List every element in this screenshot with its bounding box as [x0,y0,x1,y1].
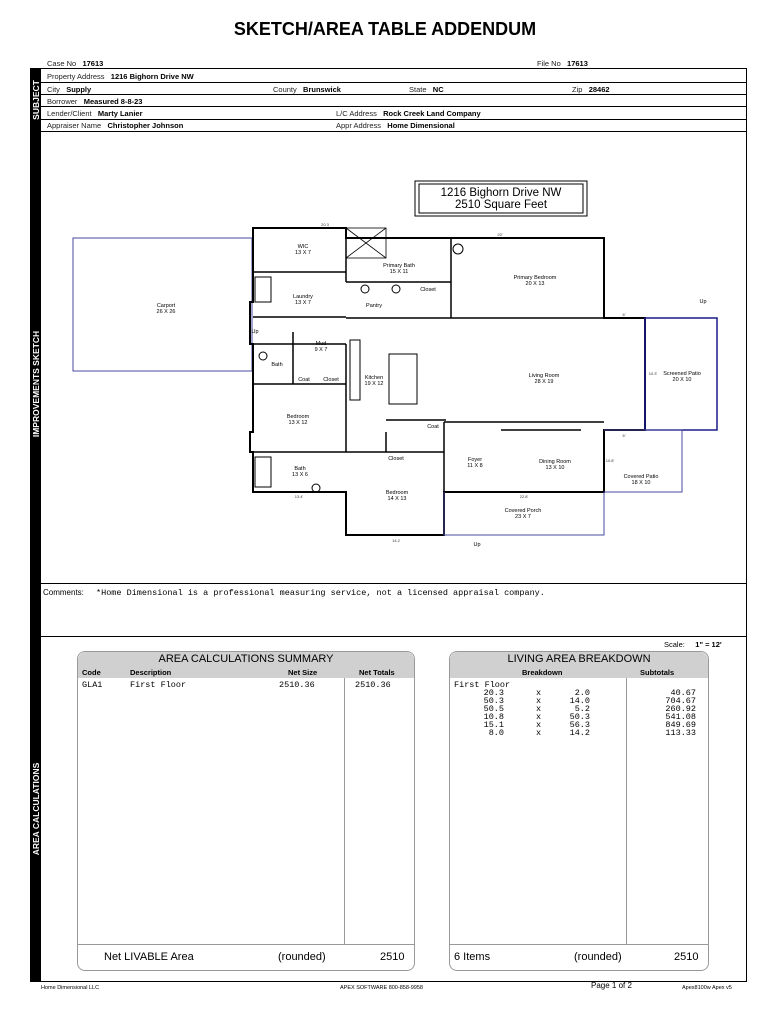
comments-row: Comments: *Home Dimensional is a professional measuring service, not a licensed appraisal company. [43,588,545,598]
area-summary-title: AREA CALCULATIONS SUMMARY [78,652,414,666]
dim-8: 10.3' [648,371,658,376]
section-label-improvements-sketch: IMPROVEMENTS SKETCH [30,132,41,636]
col-net-totals: Net Totals [359,668,395,677]
section-label-area-calculations: AREA CALCULATIONS [30,637,41,981]
breakdown-row: 50.3 x 14.0 704.67 [483,696,696,706]
floor-plan-sketch [41,132,745,582]
zip-row: Zip 28462 [572,85,610,94]
stair-up-1: Up [251,329,259,335]
room-carport: Carport 26 X 26 [156,303,176,315]
row-description: First Floor [130,680,187,690]
area-summary-box [77,651,415,971]
col-breakdown: Breakdown [522,668,563,677]
appr-address-row: Appr Address Home Dimensional [336,121,455,130]
borrower-row: Borrower Measured 8-8-23 [47,97,143,106]
footer-right: Apex8100w Apex v5 [682,985,732,991]
living-breakdown-box [449,651,709,971]
dim-9: 10.8' [605,458,615,463]
room-closet-2: Closet [323,377,339,383]
room-wic: WIC 13 X 7 [295,244,311,256]
stair-up-3: Up [473,542,481,548]
footer-left: Home Dimensional LLC [41,985,100,991]
breakdown-total: 2510 [674,951,699,963]
room-closet-3: Closet [388,456,404,462]
dim-7: 6' [622,433,626,438]
sketch-header-line2: 2510 Square Feet [454,199,548,211]
room-bath-2: Bath 13 X 6 [292,466,308,478]
scale-row: Scale: 1" = 12' [664,640,722,649]
room-foyer: Foyer 11 X 8 [467,457,483,469]
room-closet-1: Closet [420,287,436,293]
room-mud: Mud 9 X 7 [314,341,328,353]
net-livable-label: Net LIVABLE Area [104,951,194,963]
col-subtotals: Subtotals [640,668,675,677]
row-net-size: 2510.36 [279,680,315,690]
col-description: Description [130,668,172,677]
page-title: SKETCH/AREA TABLE ADDENDUM [233,19,537,39]
comments-text: *Home Dimensional is a professional measuring service, not a licensed appraisal company. [96,588,545,598]
room-coat-1: Coat [298,377,310,383]
breakdown-title: LIVING AREA BREAKDOWN [450,652,708,666]
county-row: County Brunswick [273,85,341,94]
stair-up-2: Up [699,299,707,305]
dim-5: 13.4' [294,494,304,499]
dim-3: 22.8' [519,494,529,499]
dim-6: 6' [622,312,626,317]
breakdown-row: 50.5 x 5.2 260.92 [483,704,696,714]
breakdown-rounded: (rounded) [574,951,622,963]
file-no-row: File No 17613 [537,59,588,68]
room-bedroom-2: Bedroom 14 X 13 [385,490,409,502]
dim-4: 14.2 [392,538,400,543]
room-primary-bath: Primary Bath 15 X 11 [383,263,415,275]
area-summary-row [78,680,414,692]
city-row: City Supply [47,85,92,94]
room-living-room: Living Room 28 X 19 [528,373,560,385]
file-no-value: 17613 [567,59,588,68]
case-no-row: Case No 17613 [47,59,104,68]
room-kitchen: Kitchen 19 X 12 [364,375,384,387]
col-code: Code [82,668,101,677]
sketch-header-line1: 1216 Bighorn Drive NW [440,187,562,199]
room-pantry: Pantry [366,303,382,309]
lender-row: Lender/Client Marty Lanier [47,109,143,118]
row-code: GLA1 [82,680,103,690]
page-number: Page 1 of 2 [591,981,632,990]
section-label-subject: SUBJECT [30,68,41,131]
breakdown-rows [450,688,708,736]
breakdown-row: 20.3 x 2.0 40.67 [483,688,696,698]
room-covered-patio: Covered Patio 18 X 10 [623,474,659,486]
row-net-total: 2510.36 [355,680,391,690]
net-livable-value: 2510 [380,951,405,963]
room-covered-porch: Covered Porch 23 X 7 [504,508,542,520]
room-screened-patio: Screened Patio 20 X 10 [663,371,701,383]
breakdown-row: 8.0 x 14.2 113.33 [488,728,696,738]
room-laundry: Laundry 13 X 7 [293,294,313,306]
breakdown-items: 6 Items [454,951,491,963]
footer-center: APEX SOFTWARE 800-858-9958 [340,985,423,991]
property-address-row: Property Address 1216 Bighorn Drive NW [47,72,194,81]
breakdown-row: 15.1 x 56.3 849.69 [483,720,696,730]
breakdown-row: 10.8 x 50.3 541.08 [483,712,696,722]
room-primary-bedroom: Primary Bedroom 20 X 13 [513,275,557,287]
appraiser-row: Appraiser Name Christopher Johnson [47,121,184,130]
room-bath-1: Bath [271,362,283,368]
net-livable-rounded: (rounded) [278,951,326,963]
room-dining-room: Dining Room 13 X 10 [539,459,571,471]
breakdown-floor: First Floor [454,680,511,690]
state-row: State NC [409,85,444,94]
case-no-value: 17613 [82,59,104,68]
lc-address-row: L/C Address Rock Creek Land Company [336,109,481,118]
dim-1: 20.3 [321,222,329,227]
room-bedroom-1: Bedroom 13 X 12 [286,414,310,426]
col-net-size: Net Size [288,668,318,677]
room-coat-2: Coat [427,424,439,430]
dim-2: 20' [497,232,503,237]
